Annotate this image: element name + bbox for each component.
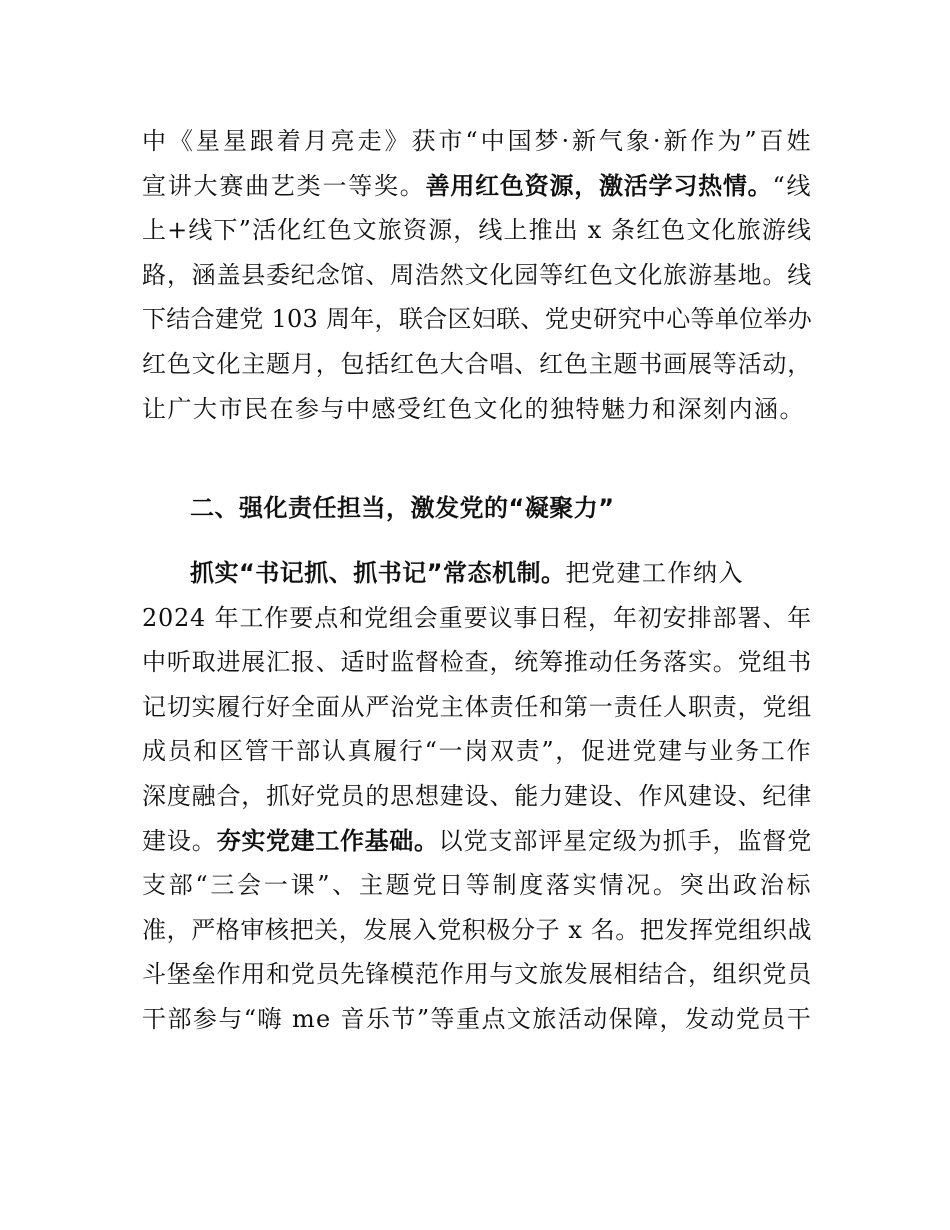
- paragraph-line: [142, 551, 812, 596]
- paragraph-line: 中《星星跟着月亮走》获市“中国梦·新气象·新作为”百姓: [142, 127, 812, 155]
- paragraph-red-culture: [142, 119, 812, 431]
- bold-lead-phrase: 抓实“书记抓、抓书记”常态机制。: [190, 559, 566, 587]
- paragraph-line: 成员和区管干部认真履行“一岗双责”，促进党建与业务工作: [142, 737, 812, 766]
- paragraph-line: 深度融合，抓好党员的思想建设、能力建设、作风建设、纪律: [142, 781, 812, 810]
- paragraph-line: 中听取进展汇报、适时监督检查，统筹推动任务落实。党组书: [142, 648, 812, 677]
- paragraph-line: 2024 年工作要点和党组会重要议事日程，年初安排部署、年: [142, 603, 812, 632]
- paragraph-line: 下结合建党 103 周年，联合区妇联、党史研究中心等单位举办: [142, 305, 812, 334]
- paragraph-line: 干部参与“嗨 me 音乐节”等重点文旅活动保障，发动党员干: [142, 1004, 812, 1033]
- text-run: “线: [772, 171, 813, 200]
- bold-lead-phrase: 夯实党建工作基础。: [216, 826, 439, 855]
- paragraph-line: 斗堡垒作用和党员先锋模范作用与文旅发展相结合，组织党员: [142, 960, 812, 989]
- paragraph-line: [142, 819, 812, 864]
- text-run: 建设。: [142, 826, 217, 855]
- section-heading: 二、强化责任担当，激发党的“凝聚力”: [190, 494, 615, 522]
- paragraph-line: 让广大市民在参与中感受红色文化的独特魅力和深刻内涵。: [142, 394, 805, 423]
- paragraph-line: 支部“三会一课”、主题党日等制度落实情况。突出政治标: [142, 871, 812, 900]
- paragraph-line: 路，涵盖县委纪念馆、周浩然文化园等红色文化旅游基地。线: [142, 260, 812, 289]
- text-run: 宣讲大赛曲艺类一等奖。: [142, 171, 426, 200]
- paragraph-party-responsibility: [142, 551, 812, 1042]
- paragraph-line: 记切实履行好全面从严治党主体责任和第一责任人职责，党组: [142, 692, 812, 721]
- text-run: 把党建工作纳入: [565, 559, 745, 587]
- paragraph-line: 上+线下”活化红色文旅资源，线上推出 x 条红色文化旅游线: [142, 216, 812, 245]
- bold-lead-phrase: 善用红色资源，激活学习热情。: [425, 171, 773, 200]
- paragraph-line: [142, 164, 812, 209]
- paragraph-line: 准，严格审核把关，发展入党积极分子 x 名。把发挥党组织战: [142, 915, 812, 944]
- paragraph-line: 红色文化主题月，包括红色大合唱、红色主题书画展等活动，: [142, 349, 812, 378]
- text-run: 以党支部评星定级为抓手，监督党: [438, 826, 813, 855]
